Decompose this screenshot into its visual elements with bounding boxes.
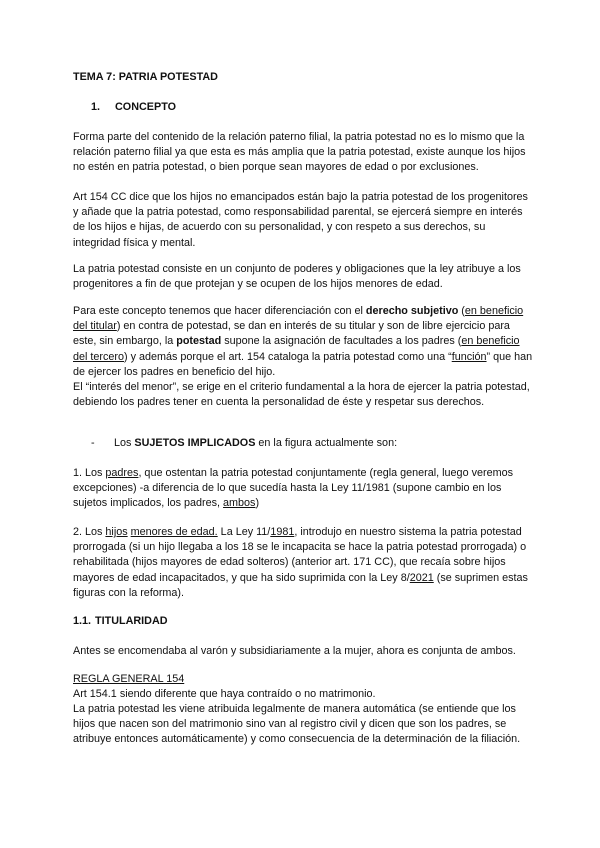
bullet-sujetos-implicados	[91, 436, 551, 451]
text-run: ” que han de ejercer los padres en beneficio del hijo.	[73, 350, 533, 378]
bullet-dash: -	[91, 437, 95, 449]
paragraph-derecho-subjetivo	[73, 304, 533, 380]
underlined-term-ambos: ambos	[223, 497, 256, 510]
rule-title: REGLA GENERAL 154	[73, 673, 185, 685]
bold-term-sujetos: SUJETOS IMPLICADOS	[134, 437, 256, 449]
paragraph-relacion-paterno-filial: Forma parte del contenido de la relación paterno filial, la patria potestad no es lo mismo que la relación paterno filial ya que esta es más amplia que la patria potestad, existe aunque los hijos no estén en patria potestad, o bien porque sean mayores de edad o por exclusiones.	[73, 131, 526, 174]
underlined-term-hijos: hijos	[105, 526, 128, 538]
paragraph-interes-del-menor: El “interés del menor”, se erige en el criterio fundamental a la hora de ejercer la patria potestad, debiendo los padres tener en cuenta la personalidad de éste y respetar sus derechos.	[73, 381, 530, 409]
paragraph-art-154: Art 154 CC dice que los hijos no emancipados están bajo la patria potestad de los progenitores y añade que la patria potestad, como responsabilidad parental, se ejercerá siempre en interés de los hijos e hijas, de acuerdo con su personalidad, y con respeto a sus derechos, su integridad física y mental.	[73, 191, 528, 249]
text-run: La Ley 11/	[217, 526, 271, 538]
underlined-year-2021: 2021	[409, 571, 434, 584]
paragraph-definicion: La patria potestad consiste en un conjunto de poderes y obligaciones que la ley atribuye a los progenitores a fin de que protejan y se ocupen de los hijos menores de edad.	[73, 263, 521, 291]
paragraph-atribucion-automatica: La patria potestad les viene atribuida legalmente de manera automática (se entiende que los hijos que nacen son del matrimonio sino van al registro civil y dicen que son los padres, se atribuye entonces automáticamente) y como consecuencia de la determinación de la filiación.	[73, 703, 521, 746]
paragraph-antes: Antes se encomendaba al varón y subsidiariamente a la mujer, ahora es conjunta de ambos.	[73, 645, 516, 657]
text-run: Para este concepto tenemos que hacer diferenciación con el	[73, 305, 366, 317]
underlined-year-1981: 1981	[270, 526, 295, 538]
text-run: en la figura actualmente son:	[255, 437, 398, 449]
text-run: (	[458, 305, 465, 317]
text-run: ) en contra de potestad, se dan en interés de su titular y son de libre ejercicio para este, sin embargo, la	[73, 320, 510, 348]
rule-line: Art 154.1 siendo diferente que haya contraído o no matrimonio.	[73, 688, 376, 700]
text-run: , introdujo en nuestro sistema la patria potestad prorrogada (si un hijo llegaba a los 18 se le incapacita se hace la patria potestad prorrogada) o rehabilitada (hijos mayores de edad solteros) (anterior art. 171 CC), que recaía sobre hijos mayores de edad incapacitados, y que ha sido suprimida con la Ley 8/	[73, 526, 527, 584]
bold-term-derecho-subjetivo: derecho subjetivo	[365, 305, 459, 317]
section-heading-titularidad	[73, 614, 533, 629]
text-run: ) y además porque el art. 154 cataloga la patria potestad como una “	[124, 350, 452, 363]
underlined-term-menores: menores de edad.	[130, 526, 218, 538]
text-run: (se suprimen estas figuras con la reforma).	[73, 571, 528, 599]
section-label: CONCEPTO	[115, 101, 176, 113]
section-label: TITULARIDAD	[95, 615, 168, 627]
text-run: 2. Los	[73, 526, 106, 538]
section-number: 1.	[91, 101, 101, 113]
text-run: Los	[114, 437, 135, 449]
document-title: TEMA 7: PATRIA POTESTAD	[73, 71, 218, 83]
underlined-term-padres: padres	[105, 467, 139, 479]
underlined-term: en beneficio del titular	[73, 305, 524, 333]
text-run: , que ostentan la patria potestad conjuntamente (regla general, luego veremos excepciones) -a diferencia de lo que sucedía hasta la Ley 11/1981 (supone cambio en los sujetos implicados, los padres,	[73, 467, 513, 510]
text-run: 1. Los	[73, 467, 106, 479]
underlined-term-funcion: función	[451, 350, 487, 363]
paragraph-padres	[73, 466, 533, 512]
bold-term-potestad: potestad	[176, 335, 222, 348]
section-heading-concepto	[91, 100, 551, 115]
text-run: supone la asignación de facultades a los padres (	[221, 335, 462, 348]
section-number: 1.1.	[73, 615, 92, 627]
text-run: )	[255, 497, 260, 510]
paragraph-hijos	[73, 525, 533, 601]
underlined-term: en beneficio del tercero	[73, 335, 520, 363]
